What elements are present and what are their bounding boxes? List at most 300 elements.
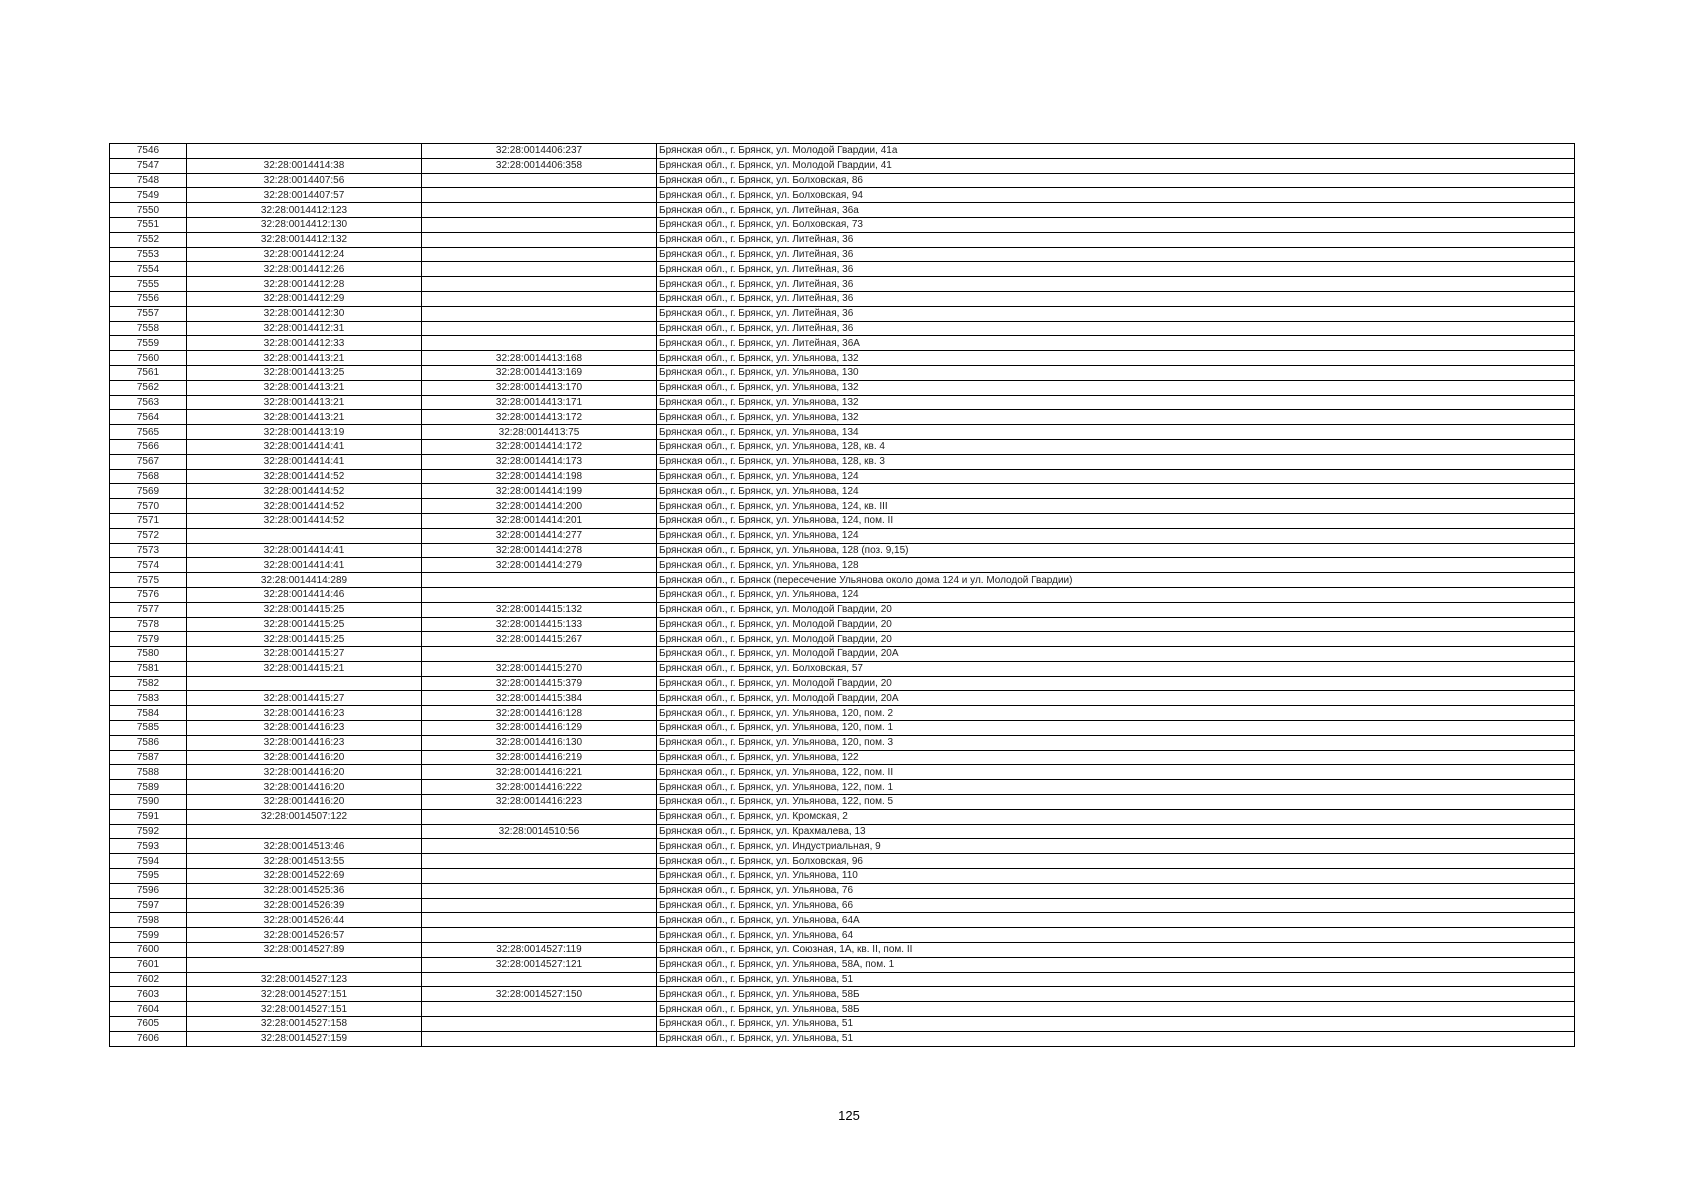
address-cell: Брянская обл., г. Брянск (пересечение Ульянова около дома 124 и ул. Молодой Гвардии): [657, 573, 1575, 588]
object-cadastral-cell: 32:28:0014415:133: [422, 617, 657, 632]
object-cadastral-cell: [422, 232, 657, 247]
address-cell: Брянская обл., г. Брянск, ул. Молодой Гвардии, 20А: [657, 647, 1575, 662]
object-cadastral-cell: 32:28:0014416:130: [422, 735, 657, 750]
row-number-cell: 7568: [110, 469, 187, 484]
address-cell: Брянская обл., г. Брянск, ул. Ульянова, 130: [657, 365, 1575, 380]
parcel-cadastral-cell: 32:28:0014415:27: [187, 647, 422, 662]
row-number-cell: 7573: [110, 543, 187, 558]
parcel-cadastral-cell: 32:28:0014414:41: [187, 439, 422, 454]
address-cell: Брянская обл., г. Брянск, ул. Литейная, 36а: [657, 203, 1575, 218]
parcel-cadastral-cell: 32:28:0014414:52: [187, 484, 422, 499]
parcel-cadastral-cell: 32:28:0014526:39: [187, 898, 422, 913]
table-row: [110, 750, 1575, 765]
row-number-cell: 7602: [110, 972, 187, 987]
object-cadastral-cell: 32:28:0014415:270: [422, 661, 657, 676]
parcel-cadastral-cell: 32:28:0014414:38: [187, 158, 422, 173]
object-cadastral-cell: 32:28:0014406:358: [422, 158, 657, 173]
row-number-cell: 7559: [110, 336, 187, 351]
table-row: [110, 839, 1575, 854]
object-cadastral-cell: 32:28:0014413:172: [422, 410, 657, 425]
row-number-cell: 7600: [110, 943, 187, 958]
table-row: [110, 898, 1575, 913]
object-cadastral-cell: 32:28:0014510:56: [422, 824, 657, 839]
parcel-cadastral-cell: 32:28:0014513:46: [187, 839, 422, 854]
table-row: [110, 484, 1575, 499]
object-cadastral-cell: 32:28:0014413:171: [422, 395, 657, 410]
table-row: [110, 528, 1575, 543]
object-cadastral-cell: 32:28:0014414:278: [422, 543, 657, 558]
table-row: [110, 824, 1575, 839]
parcel-cadastral-cell: 32:28:0014416:23: [187, 706, 422, 721]
address-cell: Брянская обл., г. Брянск, ул. Ульянова, 58Б: [657, 1002, 1575, 1017]
address-cell: Брянская обл., г. Брянск, ул. Ульянова, 122, пом. II: [657, 765, 1575, 780]
object-cadastral-cell: 32:28:0014416:219: [422, 750, 657, 765]
row-number-cell: 7560: [110, 351, 187, 366]
parcel-cadastral-cell: 32:28:0014522:69: [187, 869, 422, 884]
table-row: [110, 617, 1575, 632]
row-number-cell: 7592: [110, 824, 187, 839]
row-number-cell: 7557: [110, 306, 187, 321]
object-cadastral-cell: [422, 869, 657, 884]
parcel-cadastral-cell: 32:28:0014414:41: [187, 543, 422, 558]
parcel-cadastral-cell: 32:28:0014414:52: [187, 469, 422, 484]
table-row: [110, 602, 1575, 617]
parcel-cadastral-cell: 32:28:0014414:289: [187, 573, 422, 588]
row-number-cell: 7582: [110, 676, 187, 691]
row-number-cell: 7580: [110, 647, 187, 662]
address-cell: Брянская обл., г. Брянск, ул. Ульянова, 66: [657, 898, 1575, 913]
table-row: [110, 735, 1575, 750]
parcel-cadastral-cell: 32:28:0014412:132: [187, 232, 422, 247]
object-cadastral-cell: 32:28:0014414:200: [422, 499, 657, 514]
table-row: [110, 425, 1575, 440]
address-cell: Брянская обл., г. Брянск, ул. Ульянова, 128, кв. 3: [657, 454, 1575, 469]
address-cell: Брянская обл., г. Брянск, ул. Ульянова, 132: [657, 351, 1575, 366]
row-number-cell: 7581: [110, 661, 187, 676]
address-cell: Брянская обл., г. Брянск, ул. Ульянова, 124: [657, 528, 1575, 543]
row-number-cell: 7579: [110, 632, 187, 647]
object-cadastral-cell: 32:28:0014415:267: [422, 632, 657, 647]
row-number-cell: 7564: [110, 410, 187, 425]
parcel-cadastral-cell: 32:28:0014416:23: [187, 721, 422, 736]
object-cadastral-cell: 32:28:0014414:199: [422, 484, 657, 499]
parcel-cadastral-cell: 32:28:0014415:25: [187, 632, 422, 647]
object-cadastral-cell: [422, 1017, 657, 1032]
object-cadastral-cell: 32:28:0014406:237: [422, 144, 657, 159]
row-number-cell: 7578: [110, 617, 187, 632]
row-number-cell: 7550: [110, 203, 187, 218]
object-cadastral-cell: 32:28:0014527:119: [422, 943, 657, 958]
object-cadastral-cell: [422, 321, 657, 336]
object-cadastral-cell: [422, 336, 657, 351]
address-cell: Брянская обл., г. Брянск, ул. Ульянова, 124, кв. III: [657, 499, 1575, 514]
address-cell: Брянская обл., г. Брянск, ул. Ульянова, 64: [657, 928, 1575, 943]
row-number-cell: 7589: [110, 780, 187, 795]
parcel-cadastral-cell: 32:28:0014527:151: [187, 1002, 422, 1017]
object-cadastral-cell: 32:28:0014413:168: [422, 351, 657, 366]
row-number-cell: 7563: [110, 395, 187, 410]
row-number-cell: 7576: [110, 587, 187, 602]
parcel-cadastral-cell: [187, 957, 422, 972]
object-cadastral-cell: [422, 203, 657, 218]
row-number-cell: 7599: [110, 928, 187, 943]
table-row: [110, 869, 1575, 884]
address-cell: Брянская обл., г. Брянск, ул. Литейная, 36А: [657, 336, 1575, 351]
object-cadastral-cell: 32:28:0014413:169: [422, 365, 657, 380]
table-row: [110, 321, 1575, 336]
row-number-cell: 7561: [110, 365, 187, 380]
row-number-cell: 7586: [110, 735, 187, 750]
object-cadastral-cell: 32:28:0014413:75: [422, 425, 657, 440]
table-row: [110, 513, 1575, 528]
table-row: [110, 499, 1575, 514]
object-cadastral-cell: 32:28:0014527:150: [422, 987, 657, 1002]
table-row: [110, 780, 1575, 795]
address-cell: Брянская обл., г. Брянск, ул. Крахмалева, 13: [657, 824, 1575, 839]
row-number-cell: 7606: [110, 1031, 187, 1046]
object-cadastral-cell: [422, 972, 657, 987]
address-cell: Брянская обл., г. Брянск, ул. Литейная, 36: [657, 291, 1575, 306]
address-cell: Брянская обл., г. Брянск, ул. Болховская, 96: [657, 854, 1575, 869]
parcel-cadastral-cell: 32:28:0014412:26: [187, 262, 422, 277]
table-row: [110, 957, 1575, 972]
parcel-cadastral-cell: 32:28:0014412:31: [187, 321, 422, 336]
table-row: [110, 883, 1575, 898]
object-cadastral-cell: [422, 647, 657, 662]
object-cadastral-cell: 32:28:0014416:222: [422, 780, 657, 795]
parcel-cadastral-cell: 32:28:0014412:24: [187, 247, 422, 262]
parcel-cadastral-cell: 32:28:0014526:57: [187, 928, 422, 943]
table-row: [110, 913, 1575, 928]
row-number-cell: 7548: [110, 173, 187, 188]
address-cell: Брянская обл., г. Брянск, ул. Ульянова, 58А, пом. 1: [657, 957, 1575, 972]
object-cadastral-cell: [422, 306, 657, 321]
address-cell: Брянская обл., г. Брянск, ул. Ульянова, 132: [657, 410, 1575, 425]
parcel-cadastral-cell: 32:28:0014526:44: [187, 913, 422, 928]
table-row: [110, 809, 1575, 824]
address-cell: Брянская обл., г. Брянск, ул. Ульянова, 51: [657, 1017, 1575, 1032]
table-row: [110, 158, 1575, 173]
row-number-cell: 7590: [110, 795, 187, 810]
parcel-cadastral-cell: 32:28:0014416:20: [187, 780, 422, 795]
parcel-cadastral-cell: 32:28:0014407:56: [187, 173, 422, 188]
row-number-cell: 7588: [110, 765, 187, 780]
row-number-cell: 7584: [110, 706, 187, 721]
object-cadastral-cell: [422, 1002, 657, 1017]
address-cell: Брянская обл., г. Брянск, ул. Молодой Гвардии, 41а: [657, 144, 1575, 159]
address-cell: Брянская обл., г. Брянск, ул. Болховская, 73: [657, 217, 1575, 232]
table-row: [110, 972, 1575, 987]
object-cadastral-cell: 32:28:0014416:221: [422, 765, 657, 780]
parcel-cadastral-cell: [187, 144, 422, 159]
address-cell: Брянская обл., г. Брянск, ул. Ульянова, 128 (поз. 9,15): [657, 543, 1575, 558]
row-number-cell: 7569: [110, 484, 187, 499]
parcel-cadastral-cell: 32:28:0014414:46: [187, 587, 422, 602]
address-cell: Брянская обл., г. Брянск, ул. Ульянова, 120, пом. 3: [657, 735, 1575, 750]
object-cadastral-cell: 32:28:0014415:132: [422, 602, 657, 617]
row-number-cell: 7603: [110, 987, 187, 1002]
row-number-cell: 7585: [110, 721, 187, 736]
address-cell: Брянская обл., г. Брянск, ул. Ульянова, 128, кв. 4: [657, 439, 1575, 454]
object-cadastral-cell: [422, 291, 657, 306]
address-cell: Брянская обл., г. Брянск, ул. Ульянова, 132: [657, 380, 1575, 395]
address-cell: Брянская обл., г. Брянск, ул. Молодой Гвардии, 20: [657, 602, 1575, 617]
table-row: [110, 247, 1575, 262]
row-number-cell: 7553: [110, 247, 187, 262]
parcel-cadastral-cell: 32:28:0014416:23: [187, 735, 422, 750]
parcel-cadastral-cell: 32:28:0014414:41: [187, 454, 422, 469]
address-cell: Брянская обл., г. Брянск, ул. Литейная, 36: [657, 262, 1575, 277]
parcel-cadastral-cell: 32:28:0014407:57: [187, 188, 422, 203]
table-row: [110, 691, 1575, 706]
row-number-cell: 7554: [110, 262, 187, 277]
table-row: [110, 380, 1575, 395]
table-row: [110, 1031, 1575, 1046]
object-cadastral-cell: 32:28:0014416:129: [422, 721, 657, 736]
address-cell: Брянская обл., г. Брянск, ул. Литейная, 36: [657, 232, 1575, 247]
object-cadastral-cell: [422, 809, 657, 824]
address-cell: Брянская обл., г. Брянск, ул. Ульянова, 51: [657, 972, 1575, 987]
table-row: [110, 188, 1575, 203]
address-cell: Брянская обл., г. Брянск, ул. Индустриальная, 9: [657, 839, 1575, 854]
table-row: [110, 336, 1575, 351]
object-cadastral-cell: 32:28:0014416:128: [422, 706, 657, 721]
object-cadastral-cell: 32:28:0014527:121: [422, 957, 657, 972]
parcel-cadastral-cell: 32:28:0014412:28: [187, 277, 422, 292]
address-cell: Брянская обл., г. Брянск, ул. Ульянова, 128: [657, 558, 1575, 573]
row-number-cell: 7583: [110, 691, 187, 706]
address-cell: Брянская обл., г. Брянск, ул. Ульянова, 124: [657, 587, 1575, 602]
parcel-cadastral-cell: [187, 824, 422, 839]
parcel-cadastral-cell: 32:28:0014415:25: [187, 617, 422, 632]
object-cadastral-cell: 32:28:0014413:170: [422, 380, 657, 395]
parcel-cadastral-cell: 32:28:0014412:123: [187, 203, 422, 218]
address-cell: Брянская обл., г. Брянск, ул. Молодой Гвардии, 20А: [657, 691, 1575, 706]
address-cell: Брянская обл., г. Брянск, ул. Ульянова, 64А: [657, 913, 1575, 928]
page-number: 125: [838, 1108, 860, 1123]
address-cell: Брянская обл., г. Брянск, ул. Союзная, 1А, кв. II, пом. II: [657, 943, 1575, 958]
address-cell: Брянская обл., г. Брянск, ул. Ульянова, 122, пом. 1: [657, 780, 1575, 795]
object-cadastral-cell: 32:28:0014414:172: [422, 439, 657, 454]
parcel-cadastral-cell: 32:28:0014412:33: [187, 336, 422, 351]
row-number-cell: 7571: [110, 513, 187, 528]
address-cell: Брянская обл., г. Брянск, ул. Молодой Гвардии, 20: [657, 617, 1575, 632]
object-cadastral-cell: 32:28:0014414:277: [422, 528, 657, 543]
table-row: [110, 765, 1575, 780]
address-cell: Брянская обл., г. Брянск, ул. Ульянова, 76: [657, 883, 1575, 898]
row-number-cell: 7565: [110, 425, 187, 440]
row-number-cell: 7577: [110, 602, 187, 617]
table-row: [110, 558, 1575, 573]
table-row: [110, 217, 1575, 232]
object-cadastral-cell: 32:28:0014415:384: [422, 691, 657, 706]
object-cadastral-cell: [422, 883, 657, 898]
parcel-cadastral-cell: 32:28:0014413:21: [187, 380, 422, 395]
parcel-cadastral-cell: 32:28:0014413:21: [187, 351, 422, 366]
object-cadastral-cell: [422, 854, 657, 869]
row-number-cell: 7558: [110, 321, 187, 336]
parcel-cadastral-cell: 32:28:0014413:21: [187, 395, 422, 410]
table-row: [110, 721, 1575, 736]
parcel-cadastral-cell: [187, 676, 422, 691]
address-cell: Брянская обл., г. Брянск, ул. Ульянова, 134: [657, 425, 1575, 440]
address-cell: Брянская обл., г. Брянск, ул. Болховская, 57: [657, 661, 1575, 676]
address-cell: Брянская обл., г. Брянск, ул. Ульянова, 122, пом. 5: [657, 795, 1575, 810]
row-number-cell: 7546: [110, 144, 187, 159]
table-row: [110, 647, 1575, 662]
table-row: [110, 365, 1575, 380]
table-row: [110, 439, 1575, 454]
address-cell: Брянская обл., г. Брянск, ул. Литейная, 36: [657, 247, 1575, 262]
parcel-cadastral-cell: 32:28:0014414:52: [187, 499, 422, 514]
object-cadastral-cell: [422, 913, 657, 928]
address-cell: Брянская обл., г. Брянск, ул. Ульянова, 120, пом. 1: [657, 721, 1575, 736]
table-row: [110, 928, 1575, 943]
row-number-cell: 7551: [110, 217, 187, 232]
row-number-cell: 7570: [110, 499, 187, 514]
address-cell: Брянская обл., г. Брянск, ул. Литейная, 36: [657, 277, 1575, 292]
table-row: [110, 543, 1575, 558]
object-cadastral-cell: [422, 188, 657, 203]
table-row: [110, 1002, 1575, 1017]
parcel-cadastral-cell: 32:28:0014415:21: [187, 661, 422, 676]
parcel-cadastral-cell: 32:28:0014413:25: [187, 365, 422, 380]
table-row: [110, 854, 1575, 869]
parcel-cadastral-cell: 32:28:0014414:41: [187, 558, 422, 573]
object-cadastral-cell: [422, 217, 657, 232]
row-number-cell: 7593: [110, 839, 187, 854]
parcel-cadastral-cell: 32:28:0014413:19: [187, 425, 422, 440]
row-number-cell: 7566: [110, 439, 187, 454]
row-number-cell: 7597: [110, 898, 187, 913]
parcel-cadastral-cell: 32:28:0014412:130: [187, 217, 422, 232]
row-number-cell: 7555: [110, 277, 187, 292]
row-number-cell: 7598: [110, 913, 187, 928]
table-row: [110, 632, 1575, 647]
parcel-cadastral-cell: 32:28:0014527:151: [187, 987, 422, 1002]
table-row: [110, 351, 1575, 366]
address-cell: Брянская обл., г. Брянск, ул. Молодой Гвардии, 20: [657, 632, 1575, 647]
object-cadastral-cell: [422, 173, 657, 188]
table-row: [110, 395, 1575, 410]
object-cadastral-cell: 32:28:0014415:379: [422, 676, 657, 691]
table-row: [110, 1017, 1575, 1032]
row-number-cell: 7594: [110, 854, 187, 869]
parcel-cadastral-cell: 32:28:0014412:29: [187, 291, 422, 306]
parcel-cadastral-cell: 32:28:0014527:123: [187, 972, 422, 987]
row-number-cell: 7587: [110, 750, 187, 765]
table-row: [110, 587, 1575, 602]
parcel-cadastral-cell: 32:28:0014416:20: [187, 795, 422, 810]
parcel-cadastral-cell: 32:28:0014416:20: [187, 750, 422, 765]
row-number-cell: 7572: [110, 528, 187, 543]
parcel-cadastral-cell: 32:28:0014507:122: [187, 809, 422, 824]
table-row: [110, 676, 1575, 691]
table-row: [110, 144, 1575, 159]
row-number-cell: 7575: [110, 573, 187, 588]
row-number-cell: 7604: [110, 1002, 187, 1017]
table-row: [110, 454, 1575, 469]
address-cell: Брянская обл., г. Брянск, ул. Болховская, 94: [657, 188, 1575, 203]
address-cell: Брянская обл., г. Брянск, ул. Молодой Гвардии, 20: [657, 676, 1575, 691]
table-row: [110, 573, 1575, 588]
parcel-cadastral-cell: 32:28:0014527:158: [187, 1017, 422, 1032]
row-number-cell: 7562: [110, 380, 187, 395]
table-row: [110, 277, 1575, 292]
address-cell: Брянская обл., г. Брянск, ул. Литейная, 36: [657, 321, 1575, 336]
row-number-cell: 7556: [110, 291, 187, 306]
address-cell: Брянская обл., г. Брянск, ул. Ульянова, 124: [657, 484, 1575, 499]
row-number-cell: 7574: [110, 558, 187, 573]
object-cadastral-cell: [422, 247, 657, 262]
row-number-cell: 7549: [110, 188, 187, 203]
row-number-cell: 7595: [110, 869, 187, 884]
parcel-cadastral-cell: 32:28:0014513:55: [187, 854, 422, 869]
table-row: [110, 410, 1575, 425]
address-cell: Брянская обл., г. Брянск, ул. Болховская, 86: [657, 173, 1575, 188]
parcel-cadastral-cell: 32:28:0014416:20: [187, 765, 422, 780]
address-cell: Брянская обл., г. Брянск, ул. Ульянова, 110: [657, 869, 1575, 884]
table-row: [110, 262, 1575, 277]
address-cell: Брянская обл., г. Брянск, ул. Ульянова, 124: [657, 469, 1575, 484]
object-cadastral-cell: 32:28:0014414:201: [422, 513, 657, 528]
parcel-cadastral-cell: 32:28:0014414:52: [187, 513, 422, 528]
parcel-cadastral-cell: 32:28:0014525:36: [187, 883, 422, 898]
row-number-cell: 7567: [110, 454, 187, 469]
table-row: [110, 173, 1575, 188]
row-number-cell: 7591: [110, 809, 187, 824]
address-cell: Брянская обл., г. Брянск, ул. Ульянова, 58Б: [657, 987, 1575, 1002]
object-cadastral-cell: [422, 587, 657, 602]
address-cell: Брянская обл., г. Брянск, ул. Ульянова, 122: [657, 750, 1575, 765]
object-cadastral-cell: [422, 573, 657, 588]
table-row: [110, 469, 1575, 484]
address-cell: Брянская обл., г. Брянск, ул. Ульянова, 132: [657, 395, 1575, 410]
address-cell: Брянская обл., г. Брянск, ул. Литейная, 36: [657, 306, 1575, 321]
register-table: [109, 143, 1575, 1047]
table-row: [110, 306, 1575, 321]
object-cadastral-cell: 32:28:0014414:173: [422, 454, 657, 469]
row-number-cell: 7605: [110, 1017, 187, 1032]
address-cell: Брянская обл., г. Брянск, ул. Кромская, 2: [657, 809, 1575, 824]
address-cell: Брянская обл., г. Брянск, ул. Ульянова, 120, пом. 2: [657, 706, 1575, 721]
object-cadastral-cell: [422, 898, 657, 913]
parcel-cadastral-cell: 32:28:0014527:89: [187, 943, 422, 958]
parcel-cadastral-cell: 32:28:0014415:25: [187, 602, 422, 617]
parcel-cadastral-cell: [187, 528, 422, 543]
row-number-cell: 7596: [110, 883, 187, 898]
table-row: [110, 795, 1575, 810]
table-row: [110, 232, 1575, 247]
object-cadastral-cell: 32:28:0014416:223: [422, 795, 657, 810]
address-cell: Брянская обл., г. Брянск, ул. Молодой Гвардии, 41: [657, 158, 1575, 173]
object-cadastral-cell: 32:28:0014414:198: [422, 469, 657, 484]
object-cadastral-cell: [422, 839, 657, 854]
table-row: [110, 661, 1575, 676]
table-row: [110, 291, 1575, 306]
object-cadastral-cell: [422, 262, 657, 277]
object-cadastral-cell: 32:28:0014414:279: [422, 558, 657, 573]
object-cadastral-cell: [422, 277, 657, 292]
object-cadastral-cell: [422, 1031, 657, 1046]
parcel-cadastral-cell: 32:28:0014413:21: [187, 410, 422, 425]
row-number-cell: 7552: [110, 232, 187, 247]
table-row: [110, 987, 1575, 1002]
row-number-cell: 7547: [110, 158, 187, 173]
table-row: [110, 203, 1575, 218]
register-table-body: [110, 144, 1575, 1047]
parcel-cadastral-cell: 32:28:0014527:159: [187, 1031, 422, 1046]
